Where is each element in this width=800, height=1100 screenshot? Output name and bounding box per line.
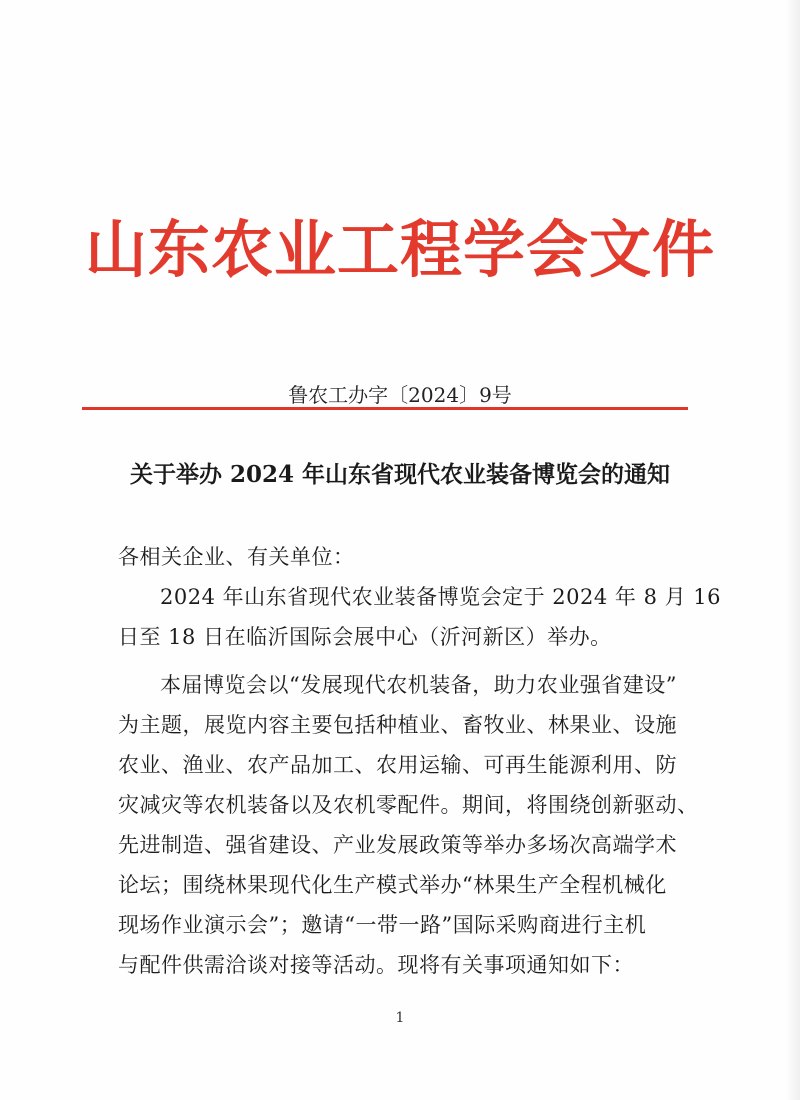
page-number: 1 (395, 1010, 405, 1026)
scan-edge-shadow (786, 0, 800, 1100)
paragraph-line: 先进制造、强省建设、产业发展政策等举办多场次高端学术 (118, 833, 677, 857)
paragraph-line: 本届博览会以“发展现代农机装备，助力农业强省建设” (160, 673, 677, 697)
paragraph-line: 与配件供需洽谈对接等活动。现将有关事项通知如下： (118, 953, 634, 977)
paragraph-line: 日至 18 日在临沂国际会展中心（沂河新区）举办。 (118, 625, 612, 649)
issuer-title: 山东农业工程学会文件 (84, 213, 715, 286)
paragraph-2 (118, 665, 718, 985)
paragraph-line: 灾减灾等农机装备以及农机零配件。期间，将围绕创新驱动、 (118, 793, 699, 817)
notice-title: 关于举办 2024 年山东省现代农业装备博览会的通知 (129, 461, 671, 488)
notice-body (118, 537, 722, 985)
document-number: 鲁农工办字〔2024〕9号 (288, 383, 512, 407)
paragraph-line: 为主题，展览内容主要包括种植业、畜牧业、林果业、设施 (118, 713, 677, 737)
paragraph-line: 农业、渔业、农产品加工、农用运输、可再生能源利用、防 (118, 753, 677, 777)
paragraph-line: 现场作业演示会”；邀请“一带一路”国际采购商进行主机 (118, 913, 647, 937)
paragraph-1 (118, 577, 722, 657)
paragraph-line: 2024 年山东省现代农业装备博览会定于 2024 年 8 月 16 (160, 585, 722, 609)
red-separator-line (82, 407, 688, 410)
salutation: 各相关企业、有关单位： (118, 545, 355, 569)
paragraph-line: 论坛；围绕林果现代化生产模式举办“林果生产全程机械化 (118, 873, 667, 897)
